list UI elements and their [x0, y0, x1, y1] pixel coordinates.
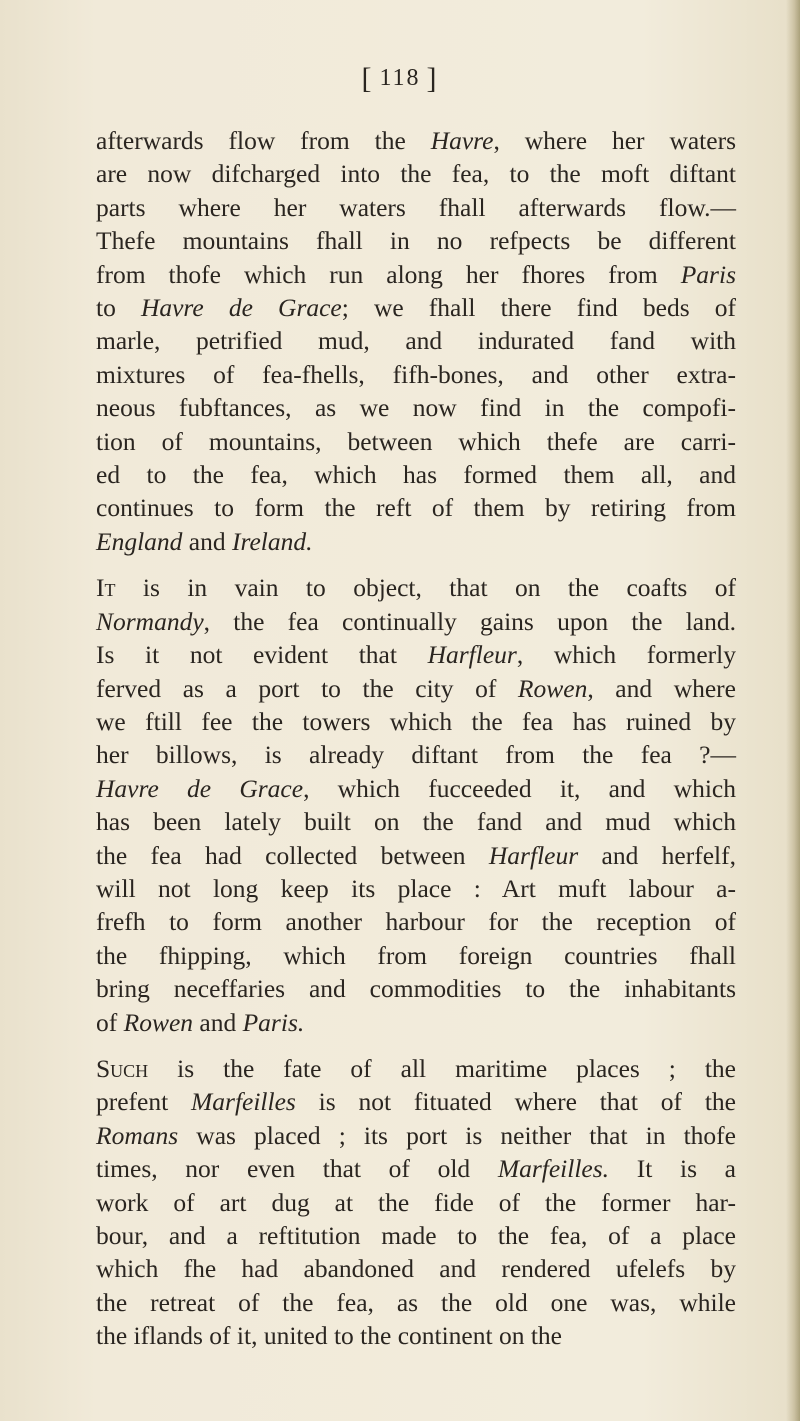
italic-text: Harfleur	[488, 840, 579, 870]
text-run: from thofe which run along her fhores from	[96, 259, 681, 289]
italic-text: Havre	[430, 126, 494, 155]
text-run: frefh to form another harbour for the reception of	[96, 907, 736, 937]
italic-text: Rowen	[123, 1007, 194, 1037]
text-run: work of art dug at the fide of the former har-	[96, 1187, 736, 1217]
text-run: mixtures of fea-fhells, fifh-bones, and other extra-	[96, 359, 736, 389]
text-run: the retreat of the fea, as the old one was, while	[96, 1287, 736, 1317]
text-line	[96, 358, 736, 391]
italic-text: Havre de Grace	[140, 293, 342, 323]
page-number-header	[0, 58, 800, 99]
text-run: , which formerly	[516, 640, 736, 670]
text-run: marle, petrified mud, and indurated fand with	[96, 326, 736, 356]
text-run: to	[96, 293, 141, 323]
text-line	[96, 805, 736, 838]
small-caps-text: It	[96, 573, 116, 603]
text-run: is not fituated where that of the	[295, 1087, 736, 1117]
paragraph	[96, 571, 736, 1039]
text-run: , where her waters	[493, 126, 736, 155]
close-bracket: ]	[426, 62, 439, 95]
open-bracket: [	[361, 62, 374, 95]
text-run: the fhipping, which from foreign countries fhall	[96, 940, 736, 970]
text-line	[96, 124, 736, 157]
italic-text: Marfeilles.	[497, 1154, 610, 1184]
italic-text: Rowen	[517, 673, 588, 703]
text-line	[96, 224, 736, 257]
text-run: is in vain to object, that on the coafts of	[115, 573, 736, 603]
paragraph	[96, 124, 736, 558]
text-line	[96, 1006, 736, 1039]
italic-text: Marfeilles	[191, 1087, 296, 1117]
italic-text: Paris.	[242, 1007, 305, 1037]
text-line	[96, 1119, 736, 1152]
text-run: , which fucceeded it, and which	[303, 773, 736, 803]
text-run: and	[193, 1007, 243, 1037]
text-line	[96, 491, 736, 524]
italic-text: England	[96, 526, 183, 556]
text-run: we ftill fee the towers which the fea has ruined by	[96, 706, 736, 736]
text-line	[96, 1252, 736, 1285]
italic-text: Romans	[96, 1120, 179, 1150]
text-line	[96, 1152, 736, 1185]
text-run: neous fubftances, as we now find in the compofi-	[96, 393, 736, 423]
text-run: , the fea continually gains upon the land.	[203, 606, 736, 636]
text-line	[96, 738, 736, 771]
text-run: and	[182, 526, 232, 556]
page-number: 118	[379, 65, 421, 91]
text-run: It is a	[609, 1154, 736, 1184]
italic-text: Havre de Grace	[96, 773, 304, 803]
text-run: will not long keep its place : Art muft labour a-	[96, 873, 736, 903]
text-run: afterwards flow from the	[96, 126, 431, 155]
text-run: which fhe had abandoned and rendered ufelefs by	[96, 1254, 736, 1284]
text-line	[96, 705, 736, 738]
italic-text: Harfleur	[427, 640, 517, 670]
italic-text: Ireland.	[232, 526, 313, 556]
text-run: bour, and a reftitution made to the fea, of a place	[96, 1221, 736, 1250]
text-run: bring neceffaries and commodities to the inhabitants	[96, 974, 736, 1004]
paragraph	[96, 1052, 736, 1353]
text-line	[96, 872, 736, 905]
text-line	[96, 1085, 736, 1118]
text-line	[96, 1186, 736, 1219]
text-run: ferved as a port to the city of	[96, 673, 518, 703]
text-line	[96, 458, 736, 491]
text-run: parts where her waters fhall afterwards flow.—	[96, 192, 736, 222]
text-line	[96, 839, 736, 872]
text-run: was placed ; its port is neither that in thofe	[178, 1120, 736, 1150]
text-line	[96, 191, 736, 224]
body-text	[96, 124, 736, 1353]
text-line	[96, 571, 736, 604]
text-line	[96, 672, 736, 705]
text-line	[96, 324, 736, 357]
text-run: times, nor even that of old	[96, 1154, 498, 1184]
text-line	[96, 258, 736, 291]
text-run: Thefe mountains fhall in no refpects be different	[96, 226, 736, 256]
text-line	[96, 425, 736, 458]
italic-text: Normandy	[96, 606, 204, 636]
text-line	[96, 291, 736, 324]
text-run: the iflands of it, united to the continent on the	[96, 1321, 562, 1351]
text-line	[96, 391, 736, 424]
text-run: ed to the fea, which has formed them all, and	[96, 460, 736, 490]
text-line	[96, 157, 736, 190]
text-run: are now difcharged into the fea, to the moft diftant	[96, 159, 736, 189]
text-line	[96, 638, 736, 671]
text-line	[96, 972, 736, 1005]
text-run: tion of mountains, between which thefe are carri-	[96, 426, 736, 456]
text-run: the fea had collected between	[96, 840, 489, 870]
text-run: Is it not evident that	[96, 640, 428, 670]
italic-text: Paris	[680, 259, 736, 289]
text-run: has been lately built on the fand and mud which	[96, 807, 736, 837]
text-line	[96, 1286, 736, 1319]
text-line	[96, 525, 736, 558]
text-line	[96, 772, 736, 805]
text-run: and herfelf,	[578, 840, 736, 870]
text-run: is the fate of all maritime places ; the	[148, 1053, 736, 1083]
text-line	[96, 905, 736, 938]
text-line	[96, 1219, 736, 1252]
text-line	[96, 939, 736, 972]
text-line	[96, 605, 736, 638]
text-line	[96, 1052, 736, 1085]
text-run: , and where	[587, 673, 736, 703]
text-run: of	[96, 1007, 124, 1037]
page-edge-shadow	[786, 0, 800, 1421]
text-run: her billows, is already diftant from the fea ?—	[96, 740, 736, 770]
small-caps-text: Such	[96, 1053, 149, 1083]
text-line	[96, 1319, 736, 1352]
text-run: ; we fhall there find beds of	[341, 293, 736, 323]
text-run: prefent	[96, 1087, 192, 1117]
text-run: continues to form the reft of them by retiring from	[96, 493, 736, 523]
